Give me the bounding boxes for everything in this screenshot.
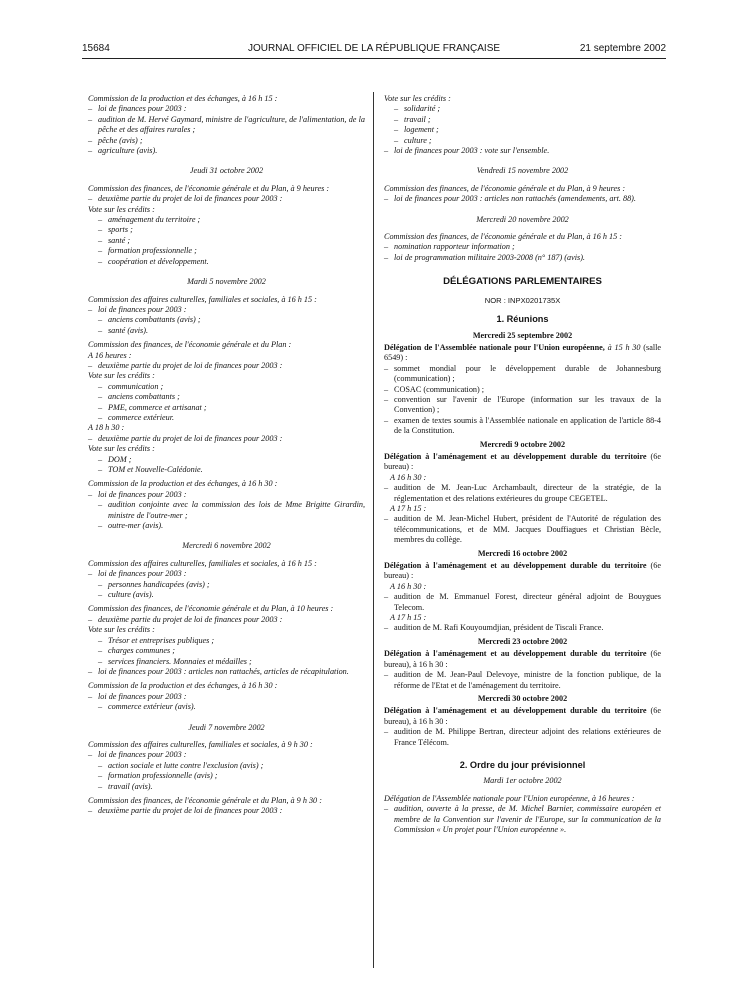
committee-entry: Commission de la production et des échanges, à 16 h 30 : — [88, 479, 278, 489]
credits-list — [88, 636, 365, 667]
section-title: DÉLÉGATIONS PARLEMENTAIRES — [443, 276, 602, 288]
credits-list — [88, 382, 365, 424]
agenda-item: – audition de M. Emmanuel Forest, directeur général adjoint de Bouygues Telecom. — [384, 592, 661, 613]
agenda-sublist — [88, 315, 365, 336]
agenda-item: – loi de finances pour 2003 : vote sur l'ensemble. — [384, 146, 661, 156]
agenda-item: – culture (avis). — [98, 590, 365, 600]
agenda-item: – deuxième partie du projet de loi de finances pour 2003 : — [88, 361, 365, 371]
bureau-label: (6e bureau), à 16 h 30 : — [384, 706, 661, 726]
agenda-list — [88, 305, 365, 315]
committee-entry: Commission des affaires culturelles, familiales et sociales, à 16 h 15 : — [88, 558, 317, 568]
agenda-item: – logement ; — [394, 125, 661, 135]
agenda-item: – DOM ; — [98, 455, 365, 465]
delegation-name: Délégation à l'aménagement et au développement durable du territoire — [384, 451, 647, 461]
agenda-item: – audition de M. Jean-Luc Archambault, directeur de la stratégie, de la réglementation et des relations extérieures du groupe CEGETEL. — [384, 483, 661, 504]
agenda-sublist — [88, 500, 365, 531]
date-heading: Mercredi 25 septembre 2002 — [472, 330, 573, 340]
agenda-item: – sports ; — [98, 225, 365, 235]
agenda-list — [384, 727, 661, 748]
agenda-list — [384, 592, 661, 613]
nor-reference: NOR : INPX0201735X — [484, 295, 561, 305]
credits-list — [384, 104, 661, 146]
agenda-list — [88, 615, 365, 625]
delegation-entry — [384, 343, 661, 364]
agenda-item: – deuxième partie du projet de loi de finances pour 2003 : — [88, 615, 365, 625]
delegation-name: Délégation à l'aménagement et au développement durable du territoire — [384, 649, 647, 659]
vote-label: Vote sur les crédits : — [88, 371, 155, 381]
time-label: A 17 h 15 : — [390, 613, 427, 623]
agenda-item: – deuxième partie du projet de loi de finances pour 2003 : — [88, 434, 365, 444]
agenda-item: – deuxième partie du projet de loi de finances pour 2003 : — [88, 194, 365, 204]
agenda-list — [88, 194, 365, 204]
agenda-item: – outre-mer (avis). — [98, 521, 365, 531]
agenda-item: – audition de M. Philippe Bertran, directeur adjoint des relations extérieures de France Télécom. — [384, 727, 661, 748]
agenda-item: – loi de finances pour 2003 : — [88, 750, 365, 760]
agenda-item: – solidarité ; — [394, 104, 661, 114]
time-label: A 16 heures : — [88, 350, 132, 360]
delegation-entry: Délégation de l'Assemblée nationale pour l'Union européenne, à 16 heures : — [384, 793, 635, 803]
agenda-list — [384, 194, 661, 204]
agenda-item: – personnes handicapées (avis) ; — [98, 580, 365, 590]
agenda-item: – loi de programmation militaire 2003-2008 (n° 187) (avis). — [384, 253, 661, 263]
committee-entry: Commission des finances, de l'économie générale et du Plan, à 9 heures : — [384, 183, 626, 193]
header-rule — [82, 58, 666, 59]
agenda-item: – convention sur l'avenir de l'Europe (information sur les travaux de la Convention) ; — [384, 395, 661, 416]
agenda-item: – audition de M. Jean-Michel Hubert, président de l'Autorité de régulation des télécommunications, et de MM. Jacques Douffiagues et Christian Bècle, membres du collège. — [384, 514, 661, 545]
agenda-list — [88, 569, 365, 579]
agenda-list — [88, 692, 365, 702]
agenda-list — [384, 364, 661, 437]
agenda-item: – services financiers. Monnaies et médailles ; — [98, 657, 365, 667]
committee-entry: Commission des finances, de l'économie générale et du Plan, à 16 h 15 : — [384, 232, 623, 242]
date-heading: Mercredi 16 octobre 2002 — [477, 548, 568, 558]
agenda-list — [384, 670, 661, 691]
agenda-item: – COSAC (communication) ; — [384, 385, 661, 395]
agenda-item: – loi de finances pour 2003 : articles non rattachés, articles de récapitulation. — [88, 667, 365, 677]
agenda-list — [384, 146, 661, 156]
agenda-list — [384, 483, 661, 504]
agenda-item: – loi de finances pour 2003 : — [88, 490, 365, 500]
agenda-item: – formation professionnelle ; — [98, 246, 365, 256]
committee-entry: Commission de la production et des échanges, à 16 h 30 : — [88, 681, 278, 691]
issue-date: 21 septembre 2002 — [579, 43, 666, 54]
agenda-sublist — [88, 761, 365, 792]
column-divider — [373, 92, 374, 968]
date-heading: Vendredi 15 novembre 2002 — [476, 166, 569, 176]
date-heading: Mercredi 6 novembre 2002 — [182, 541, 271, 551]
agenda-item: – audition de M. Hervé Gaymard, ministre de l'agriculture, de l'alimentation, de la pêche et des affaires rurales ; — [88, 115, 365, 136]
agenda-item: – loi de finances pour 2003 : — [88, 104, 365, 114]
page-number: 15684 — [82, 43, 110, 54]
agenda-item: – travail ; — [394, 115, 661, 125]
agenda-item: – santé ; — [98, 236, 365, 246]
vote-label: Vote sur les crédits : — [88, 204, 155, 214]
committee-entry: Commission de la production et des échanges, à 16 h 15 : — [88, 94, 278, 103]
agenda-item: – communication ; — [98, 382, 365, 392]
agenda-item: – examen de textes soumis à l'Assemblée nationale en application de l'article 88-4 de la Constitution. — [384, 416, 661, 437]
date-heading: Jeudi 31 octobre 2002 — [189, 166, 264, 176]
committee-entry: Commission des finances, de l'économie générale et du Plan : — [88, 340, 292, 350]
agenda-item: – deuxième partie du projet de loi de finances pour 2003 : — [88, 806, 365, 816]
date-heading: Jeudi 7 novembre 2002 — [188, 722, 265, 732]
bureau-label: (6e bureau) : — [384, 561, 661, 581]
date-heading: Mardi 1er octobre 2002 — [483, 776, 562, 786]
time-label: A 16 h 30 : — [390, 581, 427, 591]
agenda-item: – formation professionnelle (avis) ; — [98, 771, 365, 781]
agenda-list — [88, 434, 365, 444]
agenda-item: – action sociale et lutte contre l'exclusion (avis) ; — [98, 761, 365, 771]
agenda-list — [384, 623, 661, 633]
delegation-name: Délégation à l'aménagement et au développement durable du territoire — [384, 561, 647, 571]
agenda-item: – culture ; — [394, 136, 661, 146]
date-heading: Mercredi 30 octobre 2002 — [477, 693, 568, 703]
agenda-sublist — [88, 580, 365, 601]
agenda-item: – pêche (avis) ; — [88, 136, 365, 146]
agenda-list — [88, 490, 365, 500]
agenda-list — [88, 104, 365, 156]
agenda-item: – nomination rapporteur information ; — [384, 242, 661, 252]
vote-label: Vote sur les crédits : — [88, 625, 155, 635]
agenda-item: – PME, commerce et artisanat ; — [98, 403, 365, 413]
committee-entry: Commission des finances, de l'économie générale et du Plan, à 9 heures : — [88, 183, 330, 193]
delegation-entry — [384, 649, 661, 670]
agenda-item: – anciens combattants (avis) ; — [98, 315, 365, 325]
agenda-list — [88, 361, 365, 371]
agenda-item: – Trésor et entreprises publiques ; — [98, 636, 365, 646]
agenda-item: – agriculture (avis). — [88, 146, 365, 156]
agenda-list — [384, 804, 661, 835]
agenda-item: – loi de finances pour 2003 : articles non rattachés (amendements, art. 88). — [384, 194, 661, 204]
delegation-entry — [384, 561, 661, 582]
agenda-item: – TOM et Nouvelle-Calédonie. — [98, 465, 365, 475]
bureau-label: (6e bureau) : — [384, 451, 661, 472]
credits-list — [88, 215, 365, 267]
agenda-list — [88, 806, 365, 816]
agenda-item: – loi de finances pour 2003 : — [88, 305, 365, 315]
agenda-item: – audition de M. Jean-Paul Delevoye, ministre de la fonction publique, de la réforme de l'Etat et de l'aménagement du territoire. — [384, 670, 661, 691]
subsection-title: 2. Ordre du jour prévisionnel — [459, 759, 586, 770]
date-heading: Mercredi 20 novembre 2002 — [476, 214, 569, 224]
agenda-item: – coopération et développement. — [98, 257, 365, 267]
agenda-item: – audition de M. Rafi Kouyoumdjian, président de Tiscali France. — [384, 623, 661, 633]
bureau-label: (6e bureau), à 16 h 30 : — [384, 649, 661, 669]
left-column — [88, 94, 365, 817]
room-label: (salle 6549) : — [384, 342, 662, 363]
agenda-item: – loi de finances pour 2003 : — [88, 569, 365, 579]
committee-entry: Commission des affaires culturelles, familiales et sociales, à 16 h 15 : — [88, 294, 317, 304]
agenda-sublist — [88, 702, 365, 712]
agenda-item: – audition conjointe avec la commission des lois de Mme Brigitte Girardin, ministre de l'outre-mer ; — [98, 500, 365, 521]
delegation-name: Délégation de l'Assemblée nationale pour l'Union européenne, — [384, 342, 605, 352]
subsection-title: 1. Réunions — [496, 314, 549, 325]
agenda-item: – anciens combattants ; — [98, 392, 365, 402]
agenda-item: – commerce extérieur (avis). — [98, 702, 365, 712]
agenda-item: – loi de finances pour 2003 : — [88, 692, 365, 702]
page-header — [82, 43, 666, 57]
date-heading: Mercredi 23 octobre 2002 — [477, 636, 568, 646]
vote-label: Vote sur les crédits : — [384, 94, 451, 103]
agenda-list — [88, 750, 365, 760]
date-heading: Mercredi 9 octobre 2002 — [479, 439, 566, 449]
time-label: A 16 h 30 : — [390, 472, 427, 482]
agenda-item: – commerce extérieur. — [98, 413, 365, 423]
agenda-item: – charges communes ; — [98, 646, 365, 656]
agenda-list — [384, 242, 661, 263]
committee-entry: Commission des affaires culturelles, familiales et sociales, à 9 h 30 : — [88, 739, 313, 749]
time-label: à 15 h 30 — [607, 342, 641, 352]
vote-label: Vote sur les crédits : — [88, 444, 155, 454]
journal-title: JOURNAL OFFICIEL DE LA RÉPUBLIQUE FRANÇAISE — [247, 43, 501, 54]
delegation-entry — [384, 452, 661, 473]
time-label: A 18 h 30 : — [88, 423, 125, 433]
agenda-item: – travail (avis). — [98, 782, 365, 792]
agenda-list — [88, 667, 365, 677]
committee-entry: Commission des finances, de l'économie générale et du Plan, à 10 heures : — [88, 604, 334, 614]
agenda-item: – sommet mondial pour le développement durable de Johannesburg (communication) ; — [384, 364, 661, 385]
time-label: A 17 h 15 : — [390, 504, 427, 513]
delegation-name: Délégation à l'aménagement et au développement durable du territoire — [384, 706, 647, 716]
date-heading: Mardi 5 novembre 2002 — [187, 277, 266, 287]
delegation-entry — [384, 706, 661, 727]
credits-list — [88, 455, 365, 476]
agenda-list — [384, 514, 661, 545]
committee-entry: Commission des finances, de l'économie générale et du Plan, à 9 h 30 : — [88, 795, 322, 805]
agenda-item: – santé (avis). — [98, 326, 365, 336]
agenda-item: – aménagement du territoire ; — [98, 215, 365, 225]
right-column — [384, 94, 661, 835]
agenda-item: – audition, ouverte à la presse, de M. Michel Barnier, commissaire européen et membre de la Convention sur l'avenir de l'Europe, sur la communication de la Commission « Un projet pour l'Union européenne ». — [384, 804, 661, 835]
